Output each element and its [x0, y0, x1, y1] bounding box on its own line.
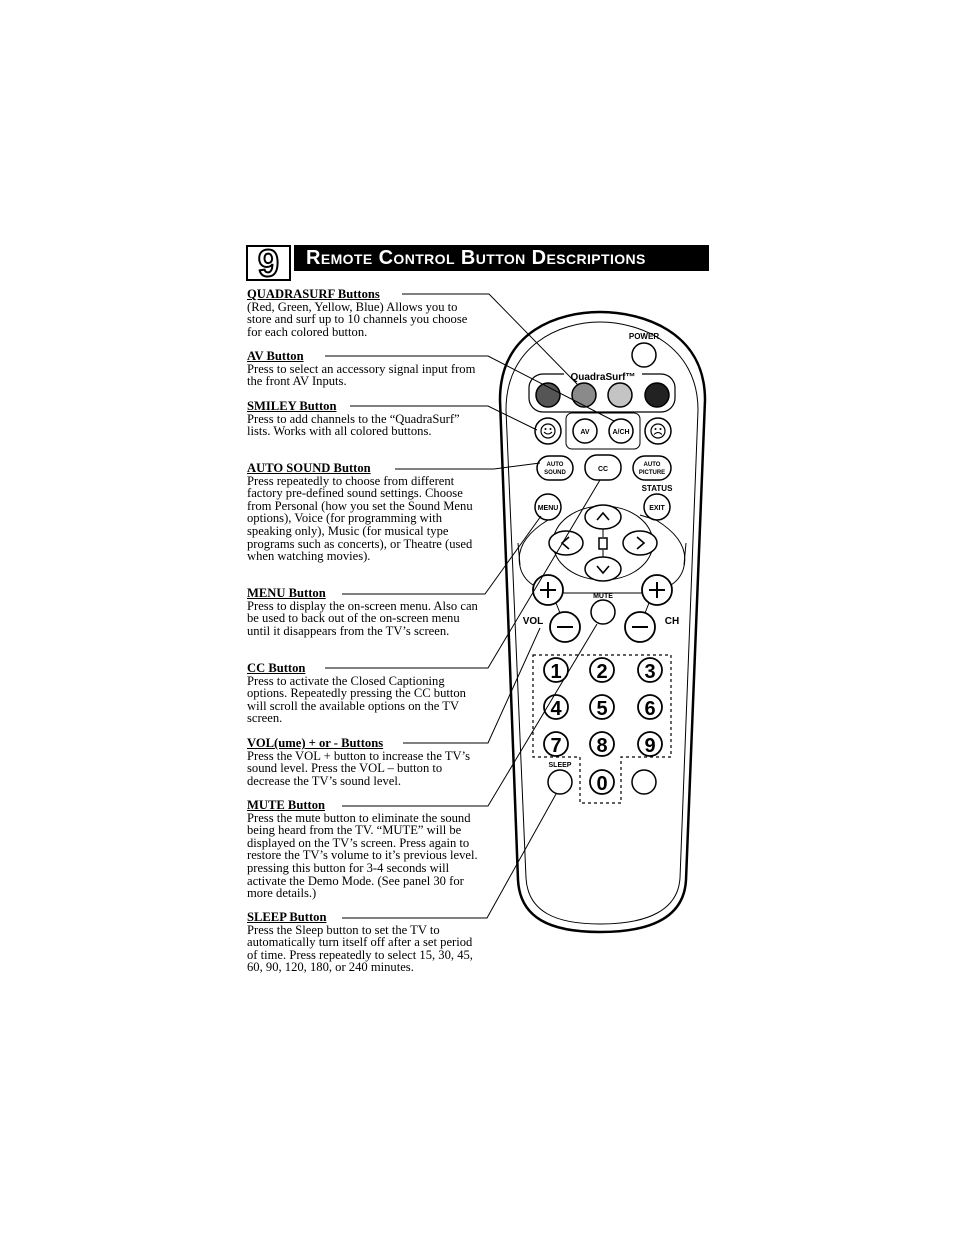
cc-label: CC [597, 466, 609, 473]
quadrasurf-blue-button[interactable] [645, 383, 669, 407]
vol-label: VOL [522, 616, 544, 627]
section-number: 9 [257, 243, 280, 285]
smiley-remove-button[interactable] [645, 418, 671, 444]
desc-text: (Red, Green, Yellow, Blue) Allows you to store and surf up to 10 channels you choose for each colored button. [247, 299, 468, 339]
auto-picture-label: PICTURE [638, 470, 666, 476]
desc-text: Press the VOL + button to increase the TV’s sound level. Press the VOL – button to decrease the TV’s sound level. [247, 748, 471, 788]
nav-up-button[interactable] [585, 505, 621, 529]
desc-text: Press repeatedly to choose from different factory pre-defined sound settings. Choose from Personal (how you set the Sound Menu options), Voice (for programming with speaking only), Music (for musical type programs such as concerts), or Theatre (used when watching movies). [247, 473, 473, 564]
desc-heading: QUADRASURF Buttons [247, 287, 380, 301]
desc-heading: AUTO SOUND Button [247, 461, 371, 475]
mute-label: MUTE [593, 593, 613, 600]
desc-heading: MUTE Button [247, 798, 326, 812]
digit-label: 2 [596, 661, 608, 683]
smiley-add-button[interactable] [535, 418, 561, 444]
digit-label: 0 [596, 773, 608, 795]
av-label: AV [580, 429, 590, 436]
sleep-button[interactable] [548, 770, 572, 794]
ach-label: A/CH [612, 429, 630, 436]
desc-text: Press to select an accessory signal input from the front AV Inputs. [247, 361, 476, 389]
digit-label: 3 [644, 661, 656, 683]
quadrasurf-yellow-button[interactable] [608, 383, 632, 407]
nav-right-button[interactable] [623, 531, 657, 555]
exit-label: EXIT [649, 505, 665, 512]
smiley-eye [660, 428, 662, 430]
digit-label: 6 [644, 698, 656, 720]
nav-center-icon [599, 538, 607, 549]
desc-heading: MENU Button [247, 586, 326, 600]
quadrasurf-green-button[interactable] [572, 383, 596, 407]
desc-heading: CC Button [247, 661, 306, 675]
auto-sound-button[interactable] [537, 456, 573, 480]
ch-label: CH [664, 616, 680, 627]
desc-text: Press the Sleep button to set the TV to automatically turn itself off after a set period of time. Press repeatedly to select 15, 30, 45, 60, 90, 120, 180, or 240 minutes. [247, 922, 473, 975]
auto-sound-label: SOUND [544, 470, 566, 476]
desc-heading: SMILEY Button [247, 399, 337, 413]
auto-picture-button[interactable] [633, 456, 671, 480]
digit-label: 5 [596, 698, 608, 720]
nav-down-button[interactable] [585, 557, 621, 581]
smiley-eye [545, 428, 547, 430]
sleep-label: SLEEP [548, 762, 572, 769]
quadrasurf-label: QuadraSurf™ [570, 372, 636, 383]
menu-label: MENU [537, 505, 559, 512]
section-title: Remote Control Button Descriptions [294, 245, 709, 271]
auto-picture-label: AUTO [643, 462, 661, 468]
desc-text: Press to activate the Closed Captioning options. Repeatedly pressing the CC button will scroll the available options on the TV screen. [247, 673, 466, 726]
previous-channel-button[interactable] [632, 770, 656, 794]
digit-label: 9 [644, 735, 656, 757]
nav-left-button[interactable] [549, 531, 583, 555]
smiley-eye [550, 428, 552, 430]
digit-label: 7 [550, 735, 562, 757]
auto-sound-label: AUTO [546, 462, 564, 468]
desc-heading: VOL(ume) + or - Buttons [247, 736, 384, 750]
desc-text: Press the mute button to eliminate the sound being heard from the TV. “MUTE” will be displayed on the TV’s screen. Press again to restore the TV’s volume to it’s previous level. pressing this button for 3-4 seconds will activate the Demo Mode. (See panel 30 for more details.) [247, 810, 478, 901]
power-label: POWER [628, 332, 660, 341]
desc-text: Press to display the on-screen menu. Also can be used to back out of the on-screen menu until it disappears from the TV’s screen. [247, 598, 478, 638]
desc-text: Press to add channels to the “QuadraSurf” lists. Works with all colored buttons. [247, 411, 460, 439]
mute-button[interactable] [591, 600, 615, 624]
desc-heading: AV Button [247, 349, 304, 363]
smiley-eye [655, 428, 657, 430]
digit-label: 1 [550, 661, 562, 683]
power-button[interactable] [632, 343, 656, 367]
digit-label: 4 [550, 698, 562, 720]
status-label: STATUS [641, 484, 673, 493]
desc-heading: SLEEP Button [247, 910, 327, 924]
digit-label: 8 [596, 735, 608, 757]
